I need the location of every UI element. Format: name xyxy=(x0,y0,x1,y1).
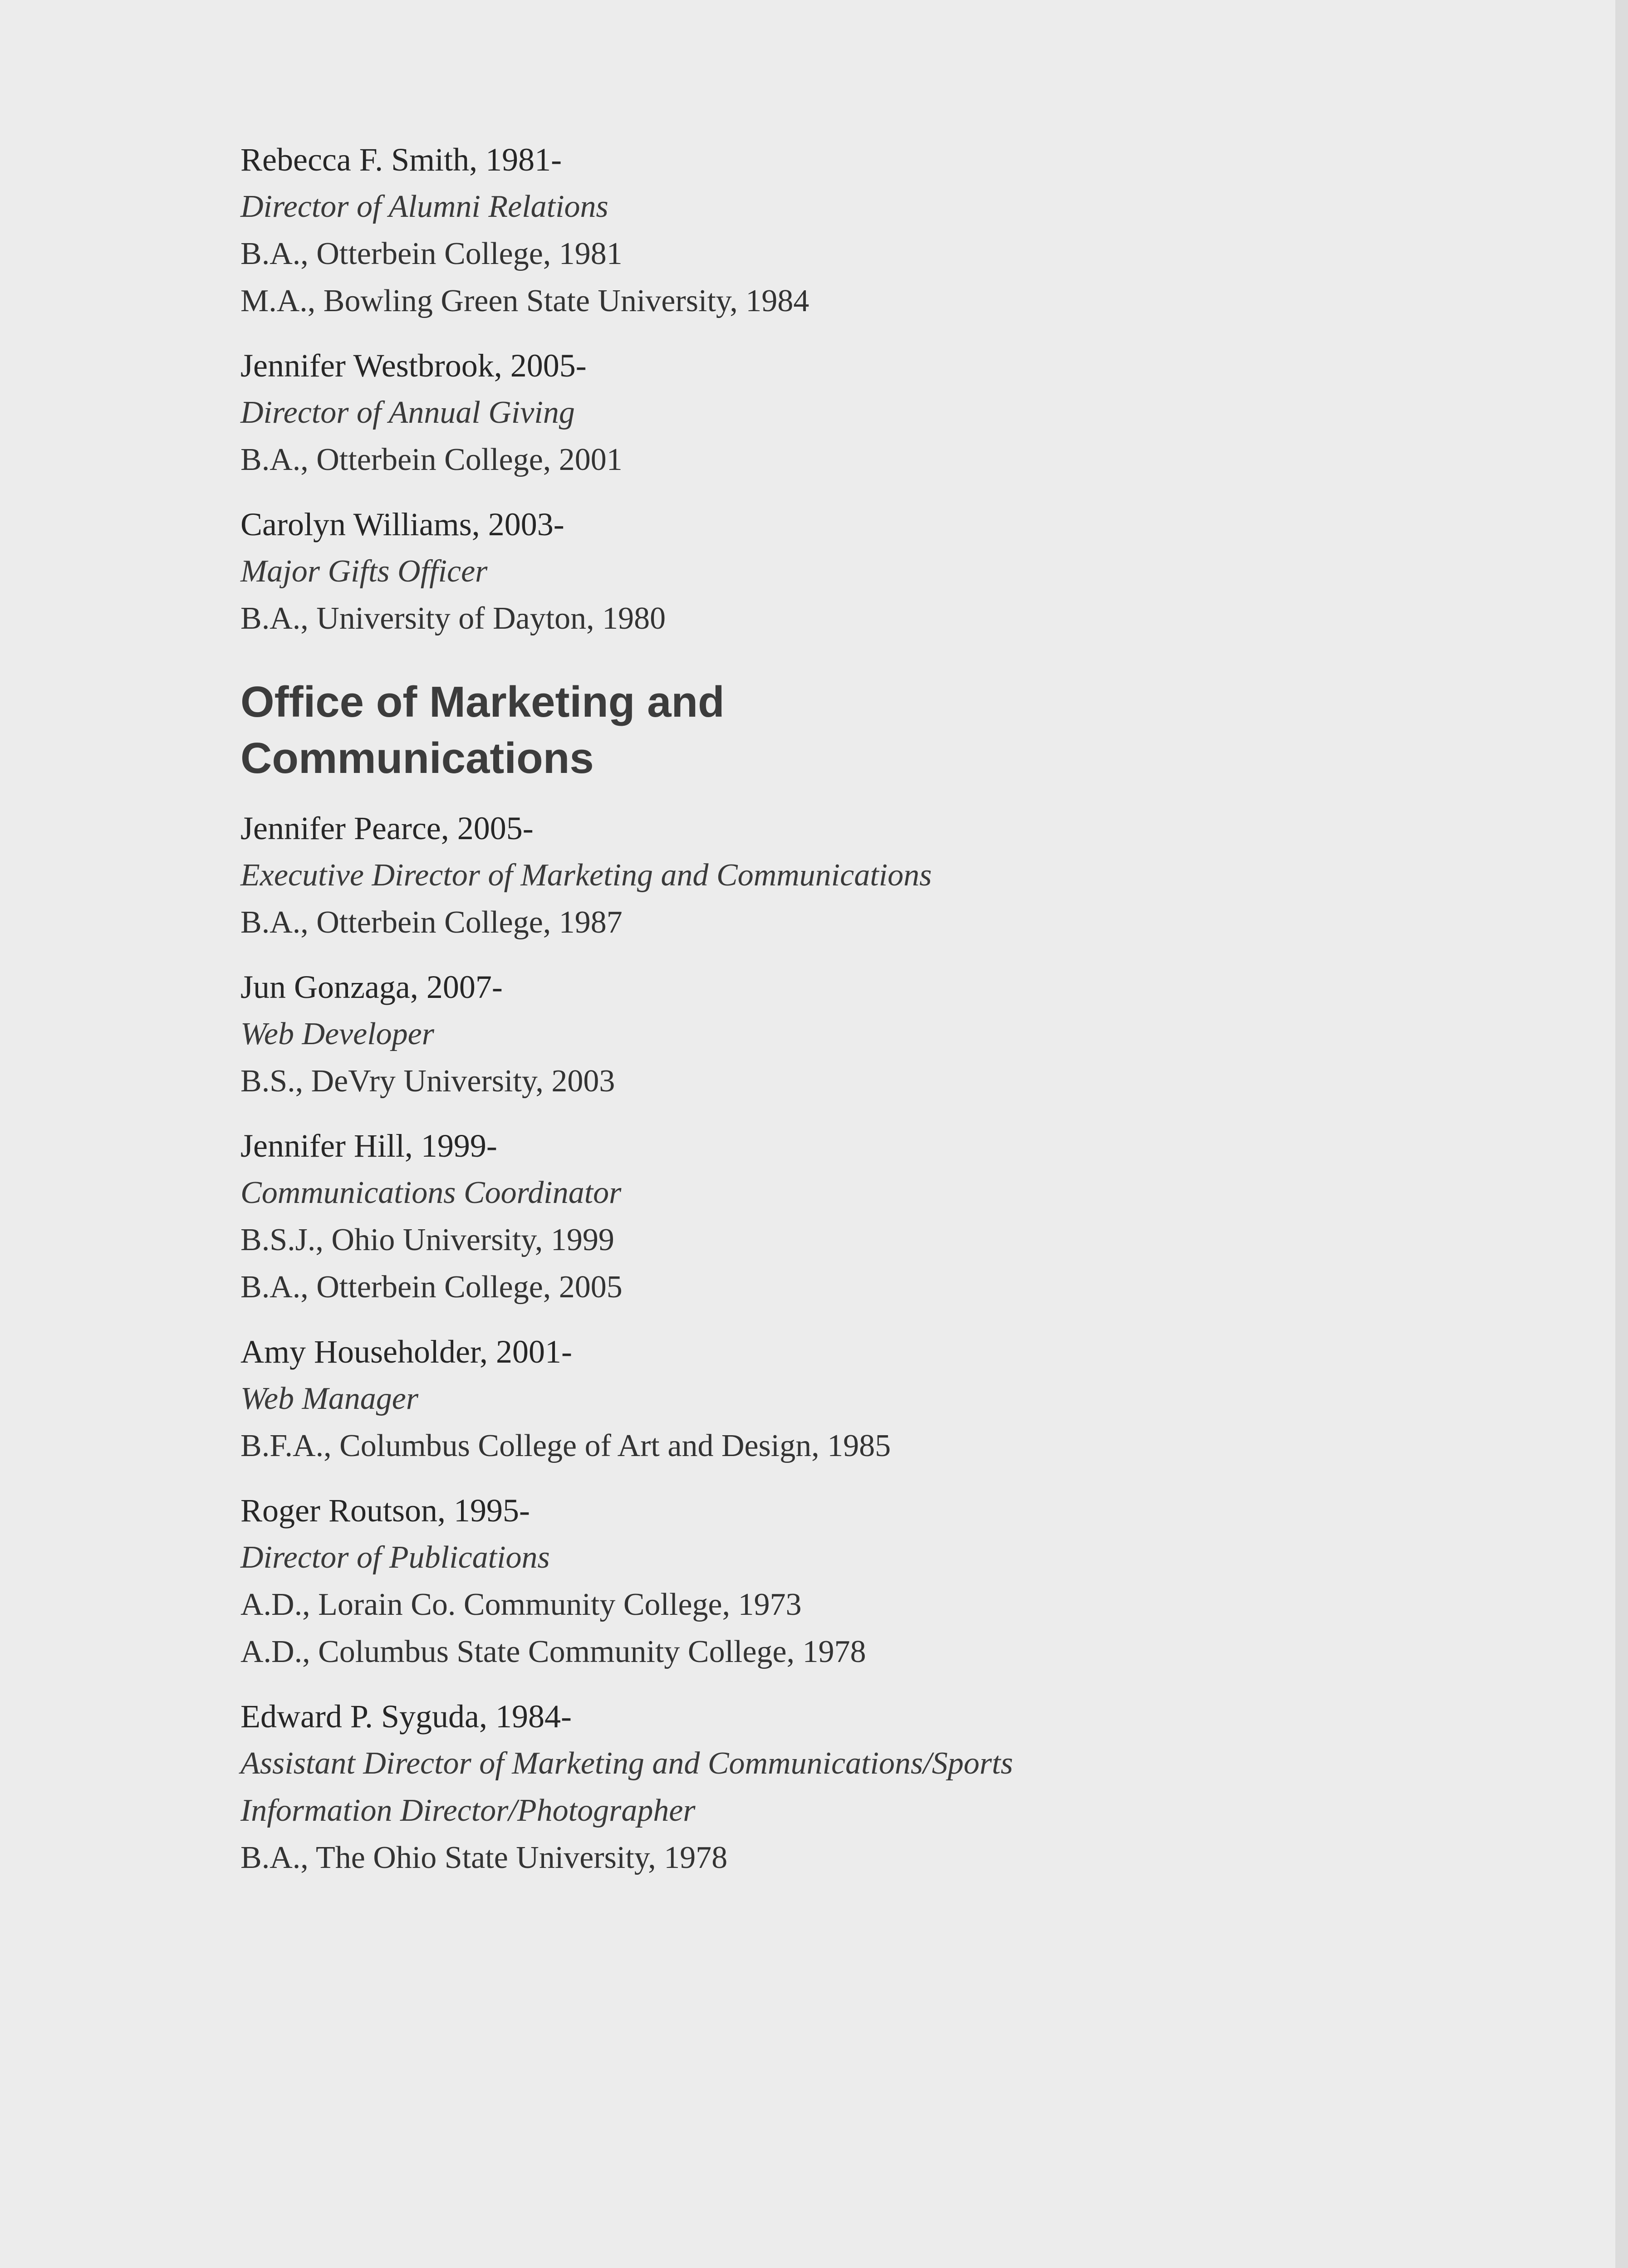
staff-degree: B.A., University of Dayton, 1980 xyxy=(240,601,666,636)
staff-degree: B.S., DeVry University, 2003 xyxy=(240,1064,615,1099)
staff-entry xyxy=(240,342,1080,484)
staff-title: Communications Coordinator xyxy=(240,1175,622,1210)
staff-degree: B.A., Otterbein College, 2001 xyxy=(240,442,623,477)
staff-name: Jennifer Pearce, 2005- xyxy=(240,810,534,846)
staff-title: Director of Alumni Relations xyxy=(240,189,608,224)
page-edge xyxy=(1615,0,1628,2268)
staff-degree: B.A., Otterbein College, 1981 xyxy=(240,236,623,271)
staff-entry xyxy=(240,1122,1080,1311)
staff-title: Director of Publications xyxy=(240,1540,550,1575)
staff-title: Web Developer xyxy=(240,1017,434,1051)
staff-entry xyxy=(240,963,1080,1105)
section-heading: Office of Marketing and Communications xyxy=(240,678,725,782)
staff-degree: B.A., Otterbein College, 2005 xyxy=(240,1270,623,1305)
staff-degree: B.S.J., Ohio University, 1999 xyxy=(240,1222,614,1257)
staff-degree: A.D., Lorain Co. Community College, 1973 xyxy=(240,1587,802,1622)
staff-name: Carolyn Williams, 2003- xyxy=(240,506,564,543)
directory-column xyxy=(240,136,1080,1899)
staff-name: Edward P. Syguda, 1984- xyxy=(240,1698,572,1735)
staff-degree: B.F.A., Columbus College of Art and Design, 1985 xyxy=(240,1428,891,1463)
staff-degree: B.A., The Ohio State University, 1978 xyxy=(240,1840,728,1875)
staff-title: Director of Annual Giving xyxy=(240,395,575,430)
staff-name: Roger Routson, 1995- xyxy=(240,1492,530,1529)
staff-entry xyxy=(240,805,1080,946)
staff-name: Jennifer Hill, 1999- xyxy=(240,1128,497,1164)
staff-title: Executive Director of Marketing and Communications xyxy=(240,858,932,893)
staff-title: Web Manager xyxy=(240,1381,419,1416)
staff-entry xyxy=(240,1487,1080,1676)
staff-entry xyxy=(240,501,1080,642)
staff-entry xyxy=(240,136,1080,325)
staff-degree: B.A., Otterbein College, 1987 xyxy=(240,905,623,940)
staff-degree: A.D., Columbus State Community College, 1978 xyxy=(240,1634,866,1669)
staff-title: Major Gifts Officer xyxy=(240,554,488,589)
staff-degree: M.A., Bowling Green State University, 1984 xyxy=(240,284,809,318)
staff-title: Assistant Director of Marketing and Communications/Sports Information Director/Photographer xyxy=(240,1746,1013,1828)
staff-name: Rebecca F. Smith, 1981- xyxy=(240,142,562,178)
staff-name: Jennifer Westbrook, 2005- xyxy=(240,347,587,384)
staff-entry xyxy=(240,1328,1080,1470)
staff-name: Jun Gonzaga, 2007- xyxy=(240,969,503,1005)
staff-entry xyxy=(240,1693,1080,1882)
staff-name: Amy Householder, 2001- xyxy=(240,1334,573,1370)
